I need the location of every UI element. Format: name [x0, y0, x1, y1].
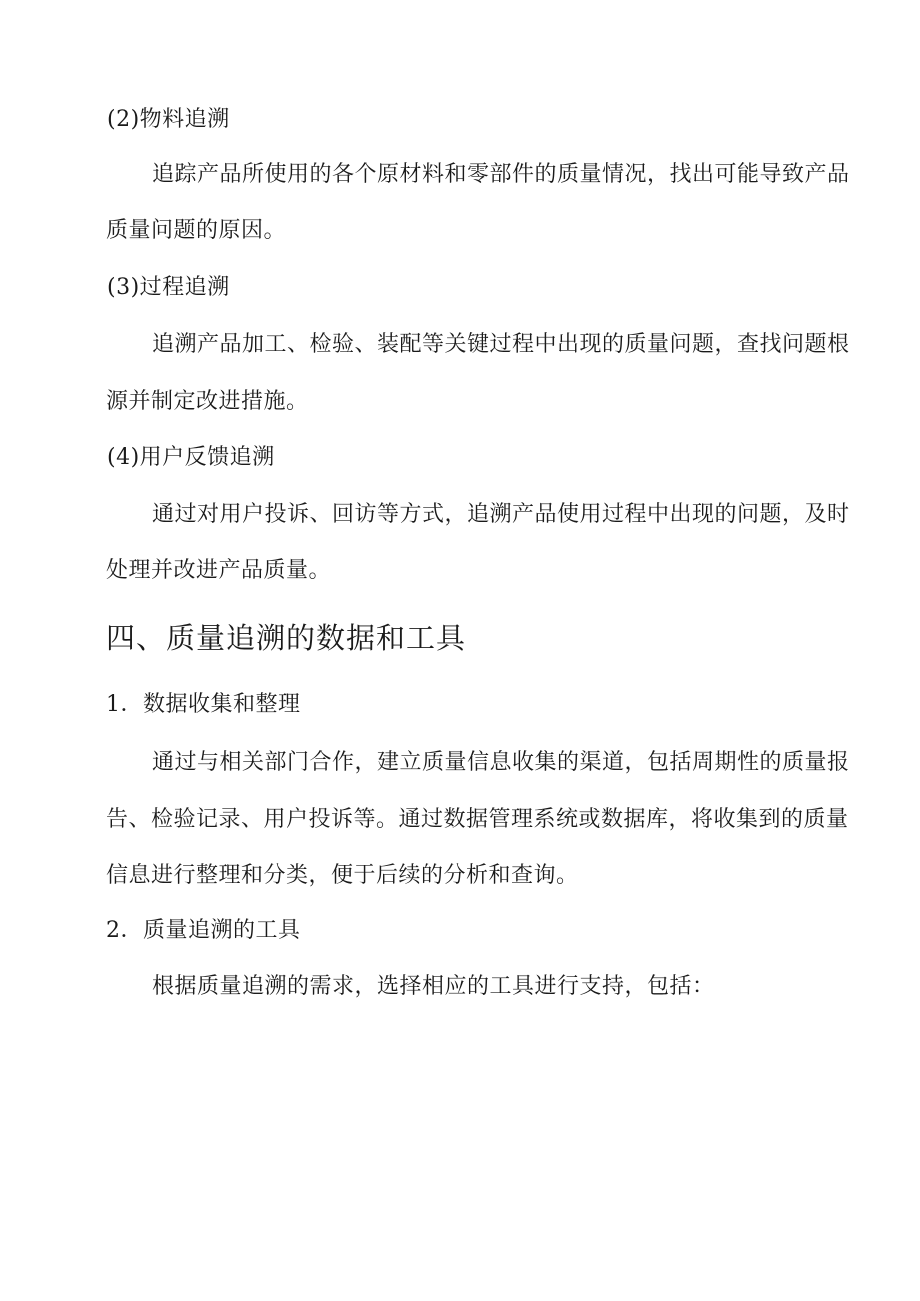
paragraph-line: 追溯产品加工、检验、装配等关键过程中出现的质量问题，查找问题根	[152, 332, 850, 357]
paragraph-line: 通过对用户投诉、回访等方式，追溯产品使用过程中出现的问题，及时	[152, 502, 850, 527]
subsection-heading-user-feedback-tracing: (4)用户反馈追溯	[107, 445, 275, 470]
item-heading-data-collection: 1．数据收集和整理	[106, 692, 301, 717]
paragraph-line: 根据质量追溯的需求，选择相应的工具进行支持，包括：	[152, 974, 715, 999]
paragraph-line: 处理并改进产品质量。	[106, 558, 332, 583]
paragraph-line: 源并制定改进措施。	[106, 389, 309, 414]
subsection-heading-process-tracing: (3)过程追溯	[107, 275, 230, 300]
paragraph-line: 信息进行整理和分类，便于后续的分析和查询。	[106, 863, 579, 888]
paragraph-line: 追踪产品所使用的各个原材料和零部件的质量情况，找出可能导致产品	[152, 162, 850, 187]
paragraph-line: 告、检验记录、用户投诉等。通过数据管理系统或数据库，将收集到的质量	[106, 807, 849, 832]
paragraph-line: 通过与相关部门合作，建立质量信息收集的渠道，包括周期性的质量报	[152, 750, 850, 775]
subsection-heading-material-tracing: (2)物料追溯	[107, 107, 230, 132]
section-heading: 四、质量追溯的数据和工具	[106, 621, 467, 655]
item-heading-tracing-tools: 2．质量追溯的工具	[106, 918, 301, 943]
paragraph-line: 质量问题的原因。	[106, 218, 287, 243]
